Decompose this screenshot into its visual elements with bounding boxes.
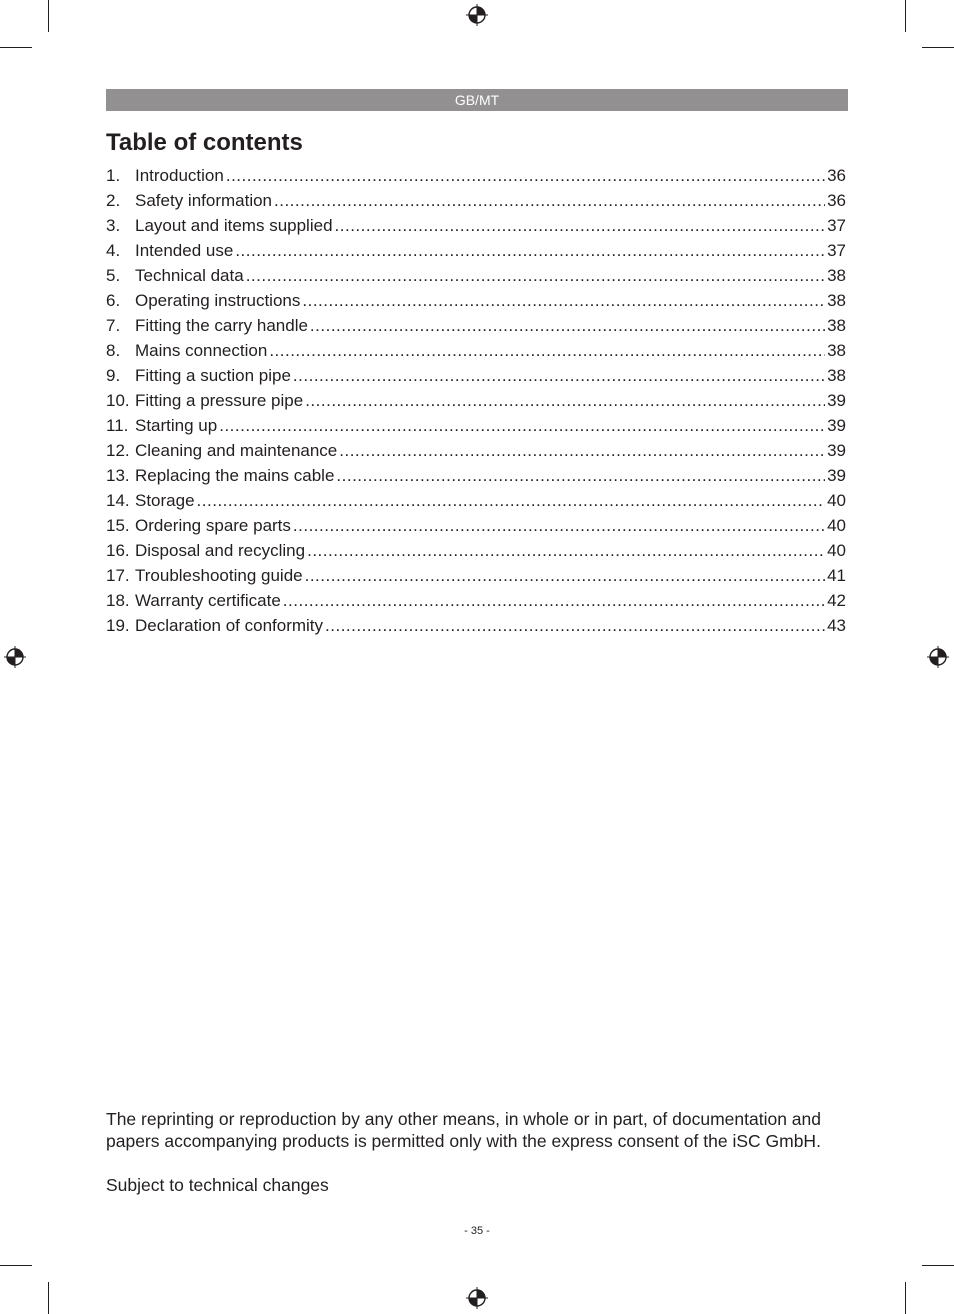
registration-target-icon (466, 4, 488, 26)
toc-leader-dots (307, 538, 825, 563)
toc-leader-dots (293, 513, 825, 538)
toc-item-number: 3. (106, 216, 130, 235)
crop-mark-bottom-left (48, 1282, 49, 1314)
toc-item[interactable] (106, 363, 846, 388)
toc-item[interactable] (106, 263, 846, 288)
toc-leader-dots (246, 263, 825, 288)
toc-item[interactable] (106, 538, 846, 563)
toc-item[interactable] (106, 438, 846, 463)
region-label: GB/MT (454, 92, 500, 108)
toc-item-page: 40 (827, 516, 846, 535)
toc-item-page: 39 (827, 466, 846, 485)
toc-item-number: 18. (106, 591, 130, 610)
toc-item-page: 37 (827, 216, 846, 235)
toc-leader-dots (336, 463, 825, 488)
toc-item-label: Cleaning and maintenance (135, 441, 338, 460)
toc-item-label: Replacing the mains cable (135, 466, 335, 485)
toc-item-page: 36 (827, 191, 846, 210)
toc-item[interactable] (106, 288, 846, 313)
toc-item-label: Technical data (135, 266, 244, 285)
reproduction-notice: The reprinting or reproduction by any other means, in whole or in part, of documentation and papers accompanying products is permitted only with the express consent of the iSC GmbH. (106, 1109, 821, 1151)
toc-item-number: 19. (106, 616, 130, 635)
toc-item-label: Starting up (135, 416, 218, 435)
toc-item-page: 40 (827, 491, 846, 510)
toc-item-number: 9. (106, 366, 130, 385)
toc-item-page: 38 (827, 341, 846, 360)
toc-item-number: 5. (106, 266, 130, 285)
toc-item[interactable] (106, 238, 846, 263)
toc-item[interactable] (106, 613, 846, 638)
toc-leader-dots (325, 613, 825, 638)
toc-item-label: Ordering spare parts (135, 516, 291, 535)
toc-leader-dots (305, 563, 825, 588)
toc-item-page: 38 (827, 266, 846, 285)
crop-mark-top-right (905, 0, 906, 32)
toc-item-label: Troubleshooting guide (135, 566, 303, 585)
toc-item-label: Safety information (135, 191, 273, 210)
toc-leader-dots (310, 313, 825, 338)
toc-item-number: 15. (106, 516, 130, 535)
toc-item[interactable] (106, 338, 846, 363)
toc-item[interactable] (106, 163, 846, 188)
registration-target-icon (927, 646, 949, 668)
toc-item-number: 1. (106, 166, 130, 185)
toc-item-page: 39 (827, 391, 846, 410)
toc-leader-dots (302, 288, 825, 313)
page-title: Table of contents (106, 129, 303, 156)
toc-item-label: Layout and items supplied (135, 216, 333, 235)
toc-item-number: 17. (106, 566, 130, 585)
crop-mark-top-left (48, 0, 49, 32)
toc-item-label: Declaration of conformity (135, 616, 324, 635)
toc-item[interactable] (106, 513, 846, 538)
page-number: - 35 - (464, 1225, 490, 1237)
toc-item[interactable] (106, 413, 846, 438)
toc-item-label: Intended use (135, 241, 234, 260)
toc-item-page: 39 (827, 441, 846, 460)
toc-item-number: 11. (106, 416, 129, 435)
toc-item[interactable] (106, 188, 846, 213)
toc-item-page: 43 (827, 616, 846, 635)
toc-item-number: 13. (106, 466, 130, 485)
toc-item-page: 37 (827, 241, 846, 260)
toc-leader-dots (274, 188, 825, 213)
toc-item-number: 4. (106, 241, 130, 260)
toc-item[interactable] (106, 463, 846, 488)
toc-item-label: Fitting the carry handle (135, 316, 308, 335)
toc-item-label: Fitting a pressure pipe (135, 391, 304, 410)
toc-item-number: 12. (106, 441, 130, 460)
toc-item[interactable] (106, 588, 846, 613)
crop-mark-top-left-horizontal (0, 47, 32, 48)
toc-item-number: 10. (106, 391, 130, 410)
toc-item-page: 36 (827, 166, 846, 185)
toc-item-page: 41 (827, 566, 846, 585)
toc-item[interactable] (106, 488, 846, 513)
technical-changes-note: Subject to technical changes (106, 1175, 329, 1195)
toc-item-label: Storage (135, 491, 195, 510)
toc-leader-dots (293, 363, 825, 388)
toc-item-label: Introduction (135, 166, 224, 185)
toc-item-page: 38 (827, 316, 846, 335)
toc-item-page: 39 (827, 416, 846, 435)
toc-item-number: 6. (106, 291, 130, 310)
crop-mark-bottom-left-horizontal (0, 1265, 32, 1266)
toc-item-page: 40 (827, 541, 846, 560)
toc-item[interactable] (106, 313, 846, 338)
toc-item-label: Disposal and recycling (135, 541, 306, 560)
toc-item-number: 16. (106, 541, 130, 560)
toc-item-page: 42 (827, 591, 846, 610)
crop-mark-bottom-right (905, 1282, 906, 1314)
toc-item[interactable] (106, 388, 846, 413)
registration-target-icon (4, 646, 26, 668)
toc-leader-dots (235, 238, 825, 263)
toc-item-label: Mains connection (135, 341, 268, 360)
toc-item[interactable] (106, 563, 846, 588)
toc-item-number: 2. (106, 191, 130, 210)
toc-item-number: 14. (106, 491, 130, 510)
crop-mark-top-right-horizontal (922, 47, 954, 48)
toc-item[interactable] (106, 213, 846, 238)
toc-leader-dots (335, 213, 826, 238)
toc-leader-dots (197, 488, 826, 513)
toc-item-label: Warranty certificate (135, 591, 281, 610)
crop-mark-bottom-right-horizontal (922, 1265, 954, 1266)
toc-leader-dots (305, 388, 825, 413)
toc-item-label: Fitting a suction pipe (135, 366, 291, 385)
table-of-contents (106, 163, 846, 638)
language-header-bar (106, 89, 848, 111)
toc-leader-dots (219, 413, 825, 438)
toc-item-page: 38 (827, 291, 846, 310)
toc-item-label: Operating instructions (135, 291, 301, 310)
toc-leader-dots (339, 438, 825, 463)
toc-item-page: 38 (827, 366, 846, 385)
registration-target-icon (466, 1287, 488, 1309)
toc-leader-dots (283, 588, 825, 613)
toc-leader-dots (226, 163, 825, 188)
toc-item-number: 8. (106, 341, 130, 360)
toc-leader-dots (269, 338, 825, 363)
toc-item-number: 7. (106, 316, 130, 335)
